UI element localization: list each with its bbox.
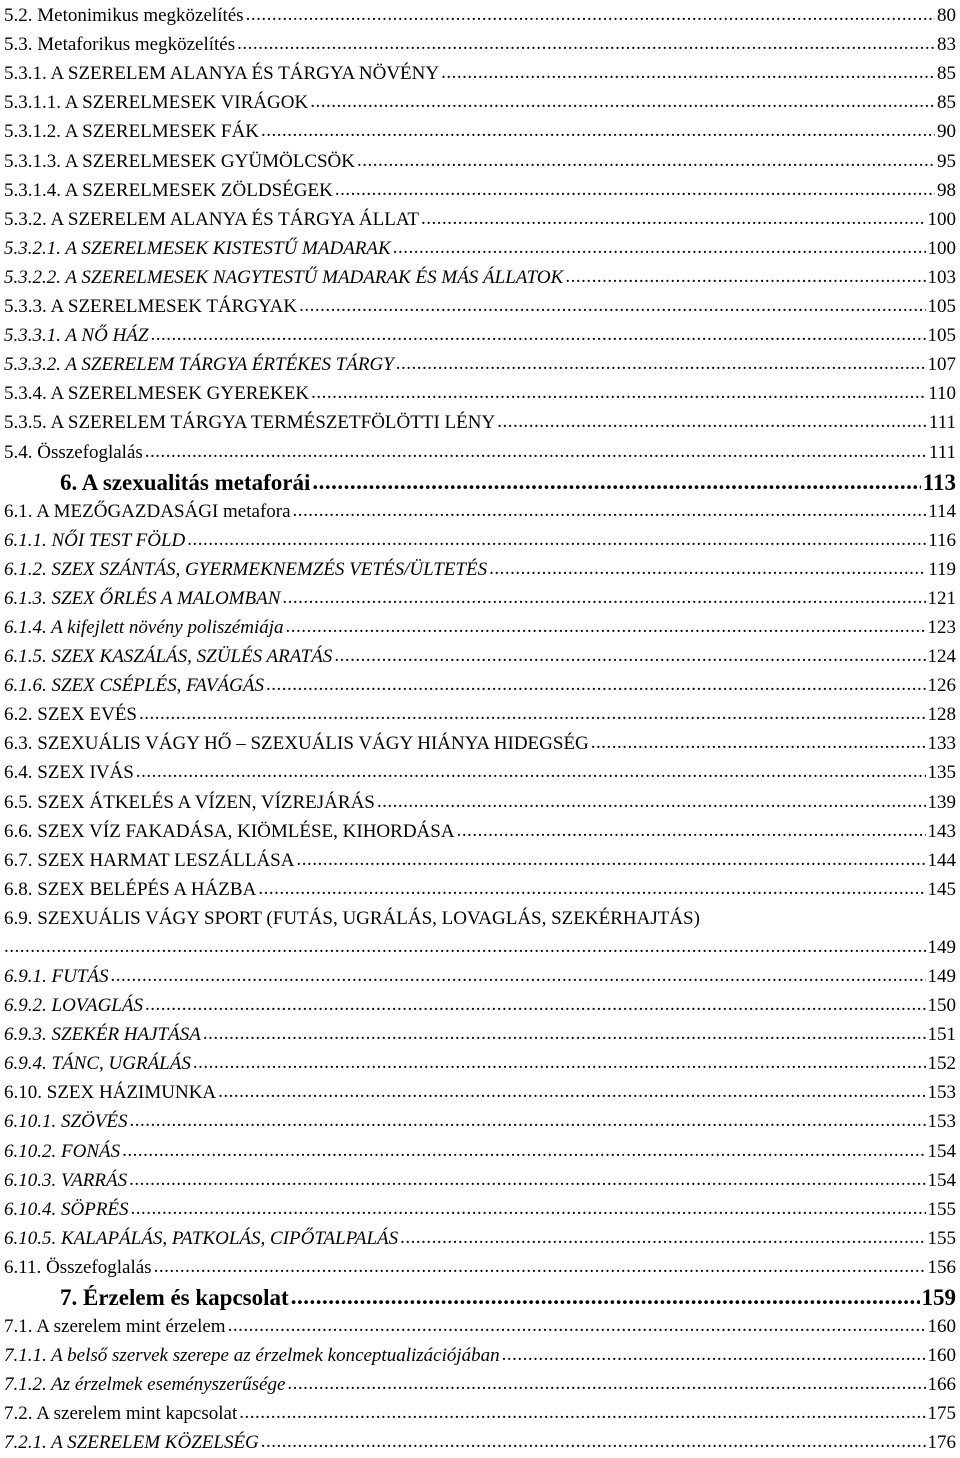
dot-leader	[591, 735, 926, 757]
toc-entry-title: 6.10.2. FONÁS	[4, 1140, 121, 1162]
dot-leader	[258, 881, 925, 903]
toc-entry[interactable]	[0, 1369, 960, 1398]
toc-entry-title: 5.3.3.1. A NŐ HÁZ	[4, 325, 149, 347]
toc-entry-page: 113	[922, 469, 956, 495]
toc-entry-page: 85	[937, 63, 956, 85]
dot-leader	[266, 677, 926, 699]
toc-entry-page: 119	[928, 558, 956, 580]
dot-leader	[122, 1143, 925, 1165]
toc-entry[interactable]	[0, 1077, 960, 1106]
toc-entry[interactable]	[0, 145, 960, 174]
toc-entry-title: 6.9.1. FUTÁS	[4, 966, 109, 987]
toc-entry-page: 83	[937, 34, 956, 56]
toc-entry[interactable]	[0, 29, 960, 58]
toc-entry-title: 6.1.2. SZEX SZÁNTÁS, GYERMEKNEMZÉS VETÉS/ÜLTETÉS	[4, 558, 488, 580]
toc-entry-title: 5.3.1.2. A SZERELMESEK FÁK	[4, 121, 259, 143]
toc-entry[interactable]	[0, 845, 960, 874]
toc-entry-title: 6.1.5. SZEX KASZÁLÁS, SZÜLÉS ARATÁS	[4, 646, 333, 668]
dot-leader	[291, 1289, 920, 1311]
dot-leader	[4, 939, 926, 961]
dot-leader	[489, 561, 926, 583]
toc-entry-title: 5.3.2.2. A SZERELMESEK NAGYTESTŰ MADARAK ÉS MÁS ÁLLATOK	[4, 266, 564, 288]
dot-leader	[246, 7, 935, 29]
toc-entry[interactable]	[0, 349, 960, 378]
toc-entry-title: 7. Érzelem és kapcsolat	[60, 1284, 289, 1310]
toc-chapter-heading[interactable]	[0, 466, 960, 496]
dot-leader	[296, 852, 925, 874]
toc-entry-page: 100	[927, 237, 956, 259]
dot-leader	[400, 1230, 925, 1252]
toc-entry-page: 128	[927, 704, 956, 726]
dot-leader	[203, 1026, 926, 1048]
dot-leader	[441, 65, 935, 87]
toc-entry-page: 139	[927, 791, 956, 813]
toc-entry[interactable]	[0, 496, 960, 525]
toc-entry-page: 90	[937, 121, 956, 143]
toc-entry[interactable]	[0, 816, 960, 845]
toc-entry-title: 6.7. SZEX HARMAT LESZÁLLÁSA	[4, 849, 295, 871]
toc-entry[interactable]	[0, 1427, 960, 1456]
toc-entry[interactable]	[0, 1019, 960, 1048]
toc-entry[interactable]	[0, 583, 960, 612]
toc-entry[interactable]	[0, 670, 960, 699]
dot-leader	[193, 1055, 926, 1077]
toc-entry[interactable]	[0, 233, 960, 262]
toc-entry-title: 5.3.1.3. A SZERELMESEK GYÜMÖLCSÖK	[4, 150, 355, 172]
toc-entry-page: 145	[927, 878, 956, 900]
toc-entry-page: 150	[927, 995, 956, 1017]
toc-entry-page: 111	[928, 412, 956, 434]
toc-entry-page: 126	[927, 675, 956, 697]
dot-leader	[187, 532, 926, 554]
toc-entry[interactable]	[0, 1398, 960, 1427]
dot-leader	[218, 1084, 925, 1106]
dot-leader	[396, 356, 926, 378]
toc-entry-title: 6.10.5. KALAPÁLÁS, PATKOLÁS, CIPŐTALPALÁS	[4, 1227, 399, 1249]
toc-entry-page: 107	[927, 354, 956, 376]
toc-entry-title: 5.3.1. A SZERELEM ALANYA ÉS TÁRGYA NÖVÉNY	[4, 63, 440, 85]
toc-entry[interactable]	[0, 1048, 960, 1077]
toc-entry-title: 5.3.2. A SZERELEM ALANYA ÉS TÁRGYA ÁLLAT	[4, 208, 420, 230]
toc-entry-page: 100	[927, 208, 956, 230]
toc-entry-title: 5.3.3. A SZERELMESEK TÁRGYAK	[4, 296, 298, 318]
toc-entry[interactable]	[0, 116, 960, 145]
dot-leader	[457, 823, 926, 845]
toc-entry-page: 166	[927, 1374, 956, 1396]
dot-leader	[154, 1259, 926, 1281]
toc-entry[interactable]	[0, 87, 960, 116]
toc-entry-title: 6.9.3. SZEKÉR HAJTÁSA	[4, 1024, 201, 1046]
toc-entry[interactable]	[0, 1340, 960, 1369]
toc-entry-page: 103	[927, 266, 956, 288]
toc-entry[interactable]	[0, 757, 960, 786]
toc-entry-page: 95	[937, 150, 956, 172]
toc-entry[interactable]	[0, 1106, 960, 1135]
dot-leader	[393, 240, 926, 262]
dot-leader	[311, 385, 926, 407]
toc-entry[interactable]	[0, 175, 960, 204]
dot-leader	[334, 648, 925, 670]
toc-entry[interactable]	[0, 874, 960, 903]
toc-entry[interactable]	[0, 378, 960, 407]
toc-entry[interactable]	[0, 1252, 960, 1281]
toc-entry-page: 153	[927, 1111, 956, 1133]
toc-entry-page: 135	[927, 762, 956, 784]
toc-entry[interactable]	[0, 58, 960, 87]
toc-entry[interactable]	[0, 1135, 960, 1164]
toc-entry-continuation[interactable]	[0, 932, 960, 961]
toc-entry-page: 111	[928, 441, 956, 463]
dot-leader	[565, 269, 925, 291]
dot-leader	[261, 123, 935, 145]
toc-entry[interactable]	[0, 728, 960, 757]
toc-entry-title: 6.10.1. SZÖVÉS	[4, 1111, 128, 1133]
dot-leader	[228, 1318, 926, 1340]
toc-entry-page: 155	[927, 1227, 956, 1249]
toc-entry-title: 5.3.3.2. A SZERELEM TÁRGYA ÉRTÉKES TÁRGY	[4, 354, 394, 376]
toc-entry[interactable]	[0, 612, 960, 641]
toc-entry-title: 5.3.2.1. A SZERELMESEK KISTESTŰ MADARAK	[4, 237, 391, 259]
toc-entry[interactable]	[0, 961, 960, 990]
toc-entry-page: 105	[927, 325, 956, 347]
toc-entry[interactable]	[0, 990, 960, 1019]
dot-leader	[310, 94, 935, 116]
toc-entry-page: 80	[937, 5, 956, 27]
toc-entry-title: 6.6. SZEX VÍZ FAKADÁSA, KIÖMLÉSE, KIHORDÁSA	[4, 820, 455, 842]
dot-leader	[377, 794, 926, 816]
toc-entry[interactable]	[0, 1194, 960, 1223]
toc-entry-page: 160	[927, 1316, 956, 1338]
toc-entry-title: 5.3. Metaforikus megközelítés	[4, 34, 236, 56]
toc-entry-title: 6.4. SZEX IVÁS	[4, 762, 134, 784]
toc-entry-page: 110	[928, 383, 956, 405]
toc-entry-title: 6.10. SZEX HÁZIMUNKA	[4, 1082, 217, 1104]
toc-entry-page: 153	[927, 1082, 956, 1104]
dot-leader	[239, 1405, 925, 1427]
toc-entry[interactable]	[0, 204, 960, 233]
toc-entry-title: 7.1.2. Az érzelmek eseményszerűsége	[4, 1374, 286, 1396]
toc-entry-title: 6.10.3. VARRÁS	[4, 1169, 128, 1191]
toc-entry[interactable]	[0, 1223, 960, 1252]
toc-entry[interactable]	[0, 1311, 960, 1340]
dot-leader	[111, 968, 926, 990]
toc-entry-title: 5.3.4. A SZERELMESEK GYEREKEK	[4, 383, 310, 405]
toc-entry[interactable]	[0, 554, 960, 583]
dot-leader	[497, 414, 927, 436]
toc-entry-page: 151	[927, 1024, 956, 1046]
toc-chapter-heading[interactable]	[0, 1281, 960, 1311]
toc-entry-title: 6.1.3. SZEX ŐRLÉS A MALOMBAN	[4, 587, 281, 609]
toc-entry[interactable]	[0, 699, 960, 728]
toc-entry-title: 5.2. Metonimikus megközelítés	[4, 5, 244, 27]
toc-entry-title: 7.1. A szerelem mint érzelem	[4, 1316, 226, 1338]
toc-entry[interactable]	[0, 262, 960, 291]
dot-leader	[502, 1347, 926, 1369]
toc-entry-page: 98	[937, 179, 956, 201]
dot-leader	[287, 1376, 925, 1398]
toc-entry[interactable]	[0, 291, 960, 320]
toc-entry-page: 159	[921, 1284, 956, 1310]
dot-leader	[282, 590, 925, 612]
toc-entry-page: 156	[927, 1256, 956, 1278]
toc-entry-page: 116	[928, 529, 956, 551]
dot-leader	[145, 444, 927, 466]
toc-entry-page: 154	[927, 1169, 956, 1191]
toc-entry-page: 114	[928, 500, 956, 522]
toc-entry-page: 144	[927, 849, 956, 871]
toc-entry-page: 152	[927, 1053, 956, 1075]
toc-entry[interactable]	[0, 0, 960, 29]
toc-entry[interactable]	[0, 786, 960, 815]
toc-entry-title: 6.1.1. NŐI TEST FÖLD	[4, 529, 186, 551]
toc-entry-title: 5.3.5. A SZERELEM TÁRGYA TERMÉSZETFÖLÖTTI LÉNY	[4, 412, 496, 434]
toc-entry-page: 149	[927, 936, 956, 958]
toc-entry-title: 6.11. Összefoglalás	[4, 1256, 152, 1278]
toc-entry-title: 5.3.1.1. A SZERELMESEK VIRÁGOK	[4, 92, 309, 114]
dot-leader	[261, 1434, 926, 1456]
toc-entry-page: 143	[927, 820, 956, 842]
toc-entry-title: 6. A szexualitás metaforái	[60, 469, 311, 495]
toc-entry[interactable]	[0, 641, 960, 670]
toc-entry-title: 6.2. SZEX EVÉS	[4, 704, 137, 726]
dot-leader	[421, 211, 925, 233]
dot-leader	[150, 327, 925, 349]
dot-leader	[145, 997, 926, 1019]
toc-entry-page: 175	[927, 1403, 956, 1425]
toc-entry-title: 6.3. SZEXUÁLIS VÁGY HŐ – SZEXUÁLIS VÁGY HIÁNYA HIDEGSÉG	[4, 733, 589, 755]
toc-entry[interactable]	[0, 525, 960, 554]
toc-entry-page: 121	[927, 587, 956, 609]
toc-entry-title: 6.1.6. SZEX CSÉPLÉS, FAVÁGÁS	[4, 675, 264, 697]
toc-entry-title: 7.1.1. A belső szervek szerepe az érzelmek konceptualizációjában	[4, 1345, 500, 1367]
toc-entry-title: 7.2.1. A SZERELEM KÖZELSÉG	[4, 1432, 259, 1454]
toc-entry[interactable]	[0, 903, 960, 932]
dot-leader	[139, 706, 926, 728]
toc-entry[interactable]	[0, 1165, 960, 1194]
toc-entry-title: 6.8. SZEX BELÉPÉS A HÁZBA	[4, 878, 257, 900]
toc-entry-title: 6.9.2. LOVAGLÁS	[4, 995, 143, 1017]
toc-entry-page: 105	[927, 296, 956, 318]
toc-entry-page: 85	[937, 92, 956, 114]
dot-leader	[136, 764, 926, 786]
toc-entry-title: 6.5. SZEX ÁTKELÉS A VÍZEN, VÍZREJÁRÁS	[4, 791, 375, 813]
dot-leader	[335, 182, 935, 204]
dot-leader	[286, 619, 926, 641]
toc-entry-title: 6.1. A MEZŐGAZDASÁGI metafora	[4, 500, 291, 522]
toc-entry-title: 6.9. SZEXUÁLIS VÁGY SPORT (FUTÁS, UGRÁLÁS, LOVAGLÁS, SZEKÉRHAJTÁS)	[4, 907, 700, 929]
toc-entry-page: 154	[927, 1140, 956, 1162]
toc-entry[interactable]	[0, 407, 960, 436]
dot-leader	[237, 36, 935, 58]
toc-entry[interactable]	[0, 436, 960, 465]
dot-leader	[130, 1113, 926, 1135]
dot-leader	[357, 153, 935, 175]
dot-leader	[131, 1201, 926, 1223]
toc-entry-title: 6.9.4. TÁNC, UGRÁLÁS	[4, 1053, 191, 1075]
toc-entry-title: 5.4. Összefoglalás	[4, 441, 143, 463]
toc-entry[interactable]	[0, 320, 960, 349]
toc-entry-page: 176	[927, 1432, 956, 1454]
toc-entry-title: 6.10.4. SÖPRÉS	[4, 1198, 129, 1220]
toc-entry-page: 160	[927, 1345, 956, 1367]
toc-entry-title: 5.3.1.4. A SZERELMESEK ZÖLDSÉGEK	[4, 179, 333, 201]
dot-leader	[293, 503, 927, 525]
toc-entry-page: 124	[927, 646, 956, 668]
toc-entry-title: 6.1.4. A kifejlett növény poliszémiája	[4, 616, 284, 638]
toc-entry-page: 133	[927, 733, 956, 755]
toc-entry-title: 7.2. A szerelem mint kapcsolat	[4, 1403, 238, 1425]
toc-entry-page: 123	[927, 616, 956, 638]
dot-leader	[129, 1172, 925, 1194]
dot-leader	[299, 298, 925, 320]
dot-leader	[312, 474, 920, 496]
toc-entry-page: 155	[927, 1198, 956, 1220]
toc-entry-page: 149	[927, 966, 956, 987]
